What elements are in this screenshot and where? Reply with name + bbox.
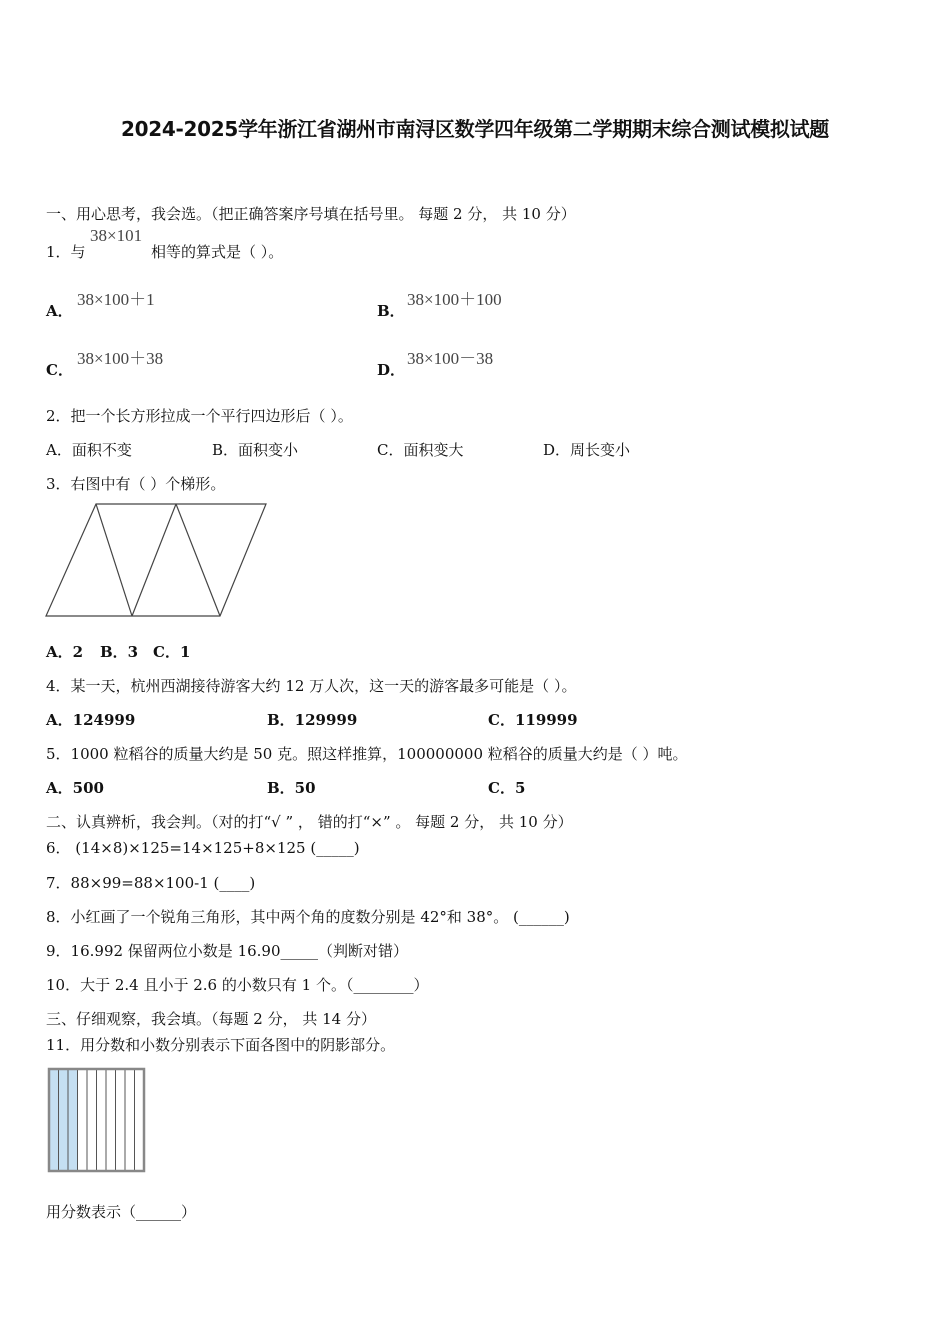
q9-text: 9．16.992 保留两位小数是 16.90_____（判断对错） bbox=[46, 942, 409, 960]
q1-expression: 38×101 bbox=[90, 226, 143, 245]
q8-text: 8．小红画了一个锐角三角形，其中两个角的度数分别是 42°和 38°。 (______) bbox=[46, 908, 570, 926]
q1-option-b-label: B． bbox=[377, 302, 405, 320]
q1-option-c-label: C． bbox=[46, 361, 73, 379]
q5-option-a: A．500 bbox=[46, 779, 104, 797]
q10-text: 10．大于 2.4 且小于 2.6 的小数只有 1 个。（________） bbox=[46, 976, 429, 994]
q1-suffix: 相等的算式是（ ）。 bbox=[151, 243, 284, 261]
q3-option-b: B．3 bbox=[100, 643, 139, 661]
q1-option-d-expr: 38×100－38 bbox=[407, 349, 494, 368]
unshaded-strip bbox=[116, 1069, 126, 1171]
q4-option-b: B．129999 bbox=[267, 711, 358, 729]
q1-prefix: 1．与 bbox=[46, 243, 86, 261]
q4-option-a: A．124999 bbox=[46, 711, 136, 729]
q1-option-c-expr: 38×100＋38 bbox=[77, 349, 164, 368]
figure-diagonal-2 bbox=[132, 504, 176, 616]
q3-option-a: A．2 bbox=[46, 643, 84, 661]
figure-diagonal-1 bbox=[96, 504, 132, 616]
q3-option-c: C．1 bbox=[153, 643, 191, 661]
q1-option-a-label: A． bbox=[46, 302, 73, 320]
shaded-strip bbox=[68, 1069, 78, 1171]
unshaded-strip bbox=[125, 1069, 135, 1171]
unshaded-strip bbox=[87, 1069, 97, 1171]
unshaded-strip bbox=[135, 1069, 145, 1171]
q5-text: 5．1000 粒稻谷的质量大约是 50 克。照这样推算，100000000 粒稻谷的质量大约是（ ）吨。 bbox=[46, 745, 688, 763]
q4-text: 4．某一天，杭州西湖接待游客大约 12 万人次，这一天的游客最多可能是（ ）。 bbox=[46, 677, 577, 695]
q2-option-a: A．面积不变 bbox=[46, 441, 132, 459]
q11-text: 11．用分数和小数分别表示下面各图中的阴影部分。 bbox=[46, 1036, 396, 1054]
page-title: 2024-2025学年浙江省湖州市南浔区数学四年级第二学期期末综合测试模拟试题 bbox=[121, 117, 829, 141]
fraction-bar-figure bbox=[46, 1066, 148, 1174]
q6-text: 6． (14×8)×125=14×125+8×125 (_____) bbox=[46, 839, 360, 857]
section-1-heading: 一、用心思考，我会选。（把正确答案序号填在括号里。 每题 2 分， 共 10 分） bbox=[46, 205, 576, 223]
q3-text: 3．右图中有（ ）个梯形。 bbox=[46, 475, 226, 493]
q2-option-b: B．面积变小 bbox=[212, 441, 299, 459]
fraction-answer-line: 用分数表示（______） bbox=[46, 1203, 197, 1221]
q1-option-a-expr: 38×100＋1 bbox=[77, 290, 155, 309]
q4-option-c: C．119999 bbox=[488, 711, 578, 729]
q5-option-b: B．50 bbox=[267, 779, 316, 797]
q2-text: 2．把一个长方形拉成一个平行四边形后（ ）。 bbox=[46, 407, 353, 425]
figure-diagonal-3 bbox=[176, 504, 220, 616]
shaded-strip bbox=[49, 1069, 59, 1171]
figure-outline bbox=[46, 504, 266, 616]
shaded-strip bbox=[59, 1069, 69, 1171]
q1-option-d-label: D． bbox=[377, 361, 406, 379]
unshaded-strip bbox=[97, 1069, 107, 1171]
trapezoid-figure bbox=[44, 502, 270, 620]
q5-option-c: C．5 bbox=[488, 779, 526, 797]
q1-option-b-expr: 38×100＋100 bbox=[407, 290, 502, 309]
section-3-heading: 三、仔细观察，我会填。（每题 2 分， 共 14 分） bbox=[46, 1010, 376, 1028]
q2-option-c: C．面积变大 bbox=[377, 441, 464, 459]
q7-text: 7．88×99=88×100-1 (____) bbox=[46, 874, 256, 892]
section-2-heading: 二、认真辨析，我会判。（对的打“√ ” ， 错的打“×” 。 每题 2 分， 共 10 分） bbox=[46, 813, 573, 831]
unshaded-strip bbox=[78, 1069, 88, 1171]
unshaded-strip bbox=[106, 1069, 116, 1171]
q2-option-d: D．周长变小 bbox=[543, 441, 631, 459]
